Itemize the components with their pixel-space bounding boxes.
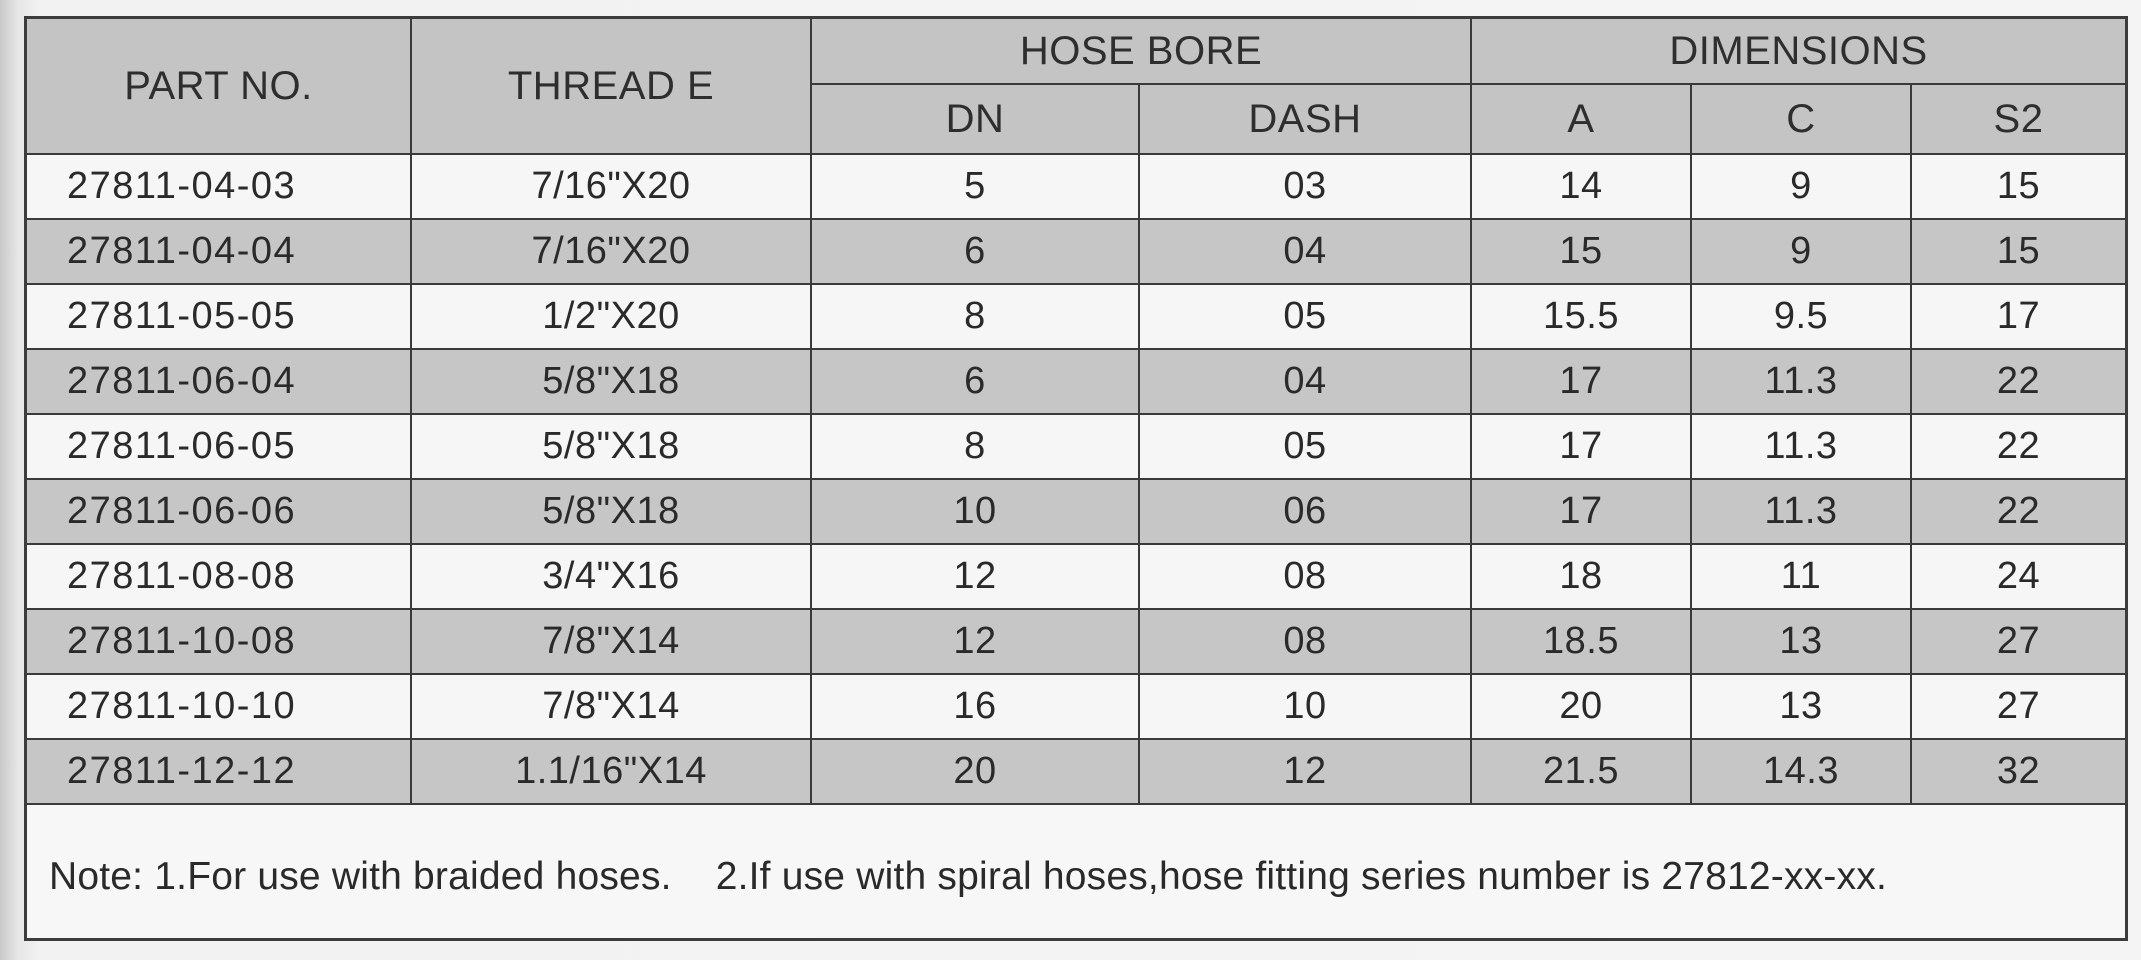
cell-part-no: 27811-04-03 [27, 154, 411, 219]
cell-a: 18.5 [1471, 609, 1691, 674]
cell-dash: 05 [1139, 414, 1471, 479]
cell-a: 20 [1471, 674, 1691, 739]
cell-dash: 04 [1139, 219, 1471, 284]
cell-dash: 03 [1139, 154, 1471, 219]
cell-c: 11.3 [1691, 414, 1911, 479]
cell-thread: 1/2"X20 [411, 284, 811, 349]
cell-s2: 15 [1911, 154, 2125, 219]
cell-c: 9 [1691, 154, 1911, 219]
cell-dn: 12 [811, 609, 1139, 674]
note-prefix: Note: [49, 855, 155, 898]
cell-thread: 5/8"X18 [411, 479, 811, 544]
table-row [27, 284, 2125, 349]
cell-thread: 1.1/16"X14 [411, 739, 811, 804]
cell-part-no: 27811-06-06 [27, 479, 411, 544]
cell-thread: 7/16"X20 [411, 219, 811, 284]
cell-dn: 12 [811, 544, 1139, 609]
cell-s2: 24 [1911, 544, 2125, 609]
table-row [27, 154, 2125, 219]
cell-c: 9.5 [1691, 284, 1911, 349]
cell-s2: 22 [1911, 349, 2125, 414]
cell-c: 9 [1691, 219, 1911, 284]
cell-dn: 5 [811, 154, 1139, 219]
cell-part-no: 27811-05-05 [27, 284, 411, 349]
cell-c: 14.3 [1691, 739, 1911, 804]
table-row [27, 544, 2125, 609]
cell-thread: 5/8"X18 [411, 349, 811, 414]
cell-part-no: 27811-10-10 [27, 674, 411, 739]
cell-a: 17 [1471, 349, 1691, 414]
cell-c: 11.3 [1691, 349, 1911, 414]
table-row [27, 414, 2125, 479]
header-dimensions: DIMENSIONS [1471, 19, 2125, 84]
header-part-no: PART NO. [27, 19, 411, 154]
cell-s2: 22 [1911, 479, 2125, 544]
header-dash: DASH [1139, 84, 1471, 154]
cell-a: 17 [1471, 479, 1691, 544]
table-row [27, 739, 2125, 804]
header-row-1 [27, 19, 2125, 84]
note-item-2: 2.If use with spiral hoses,hose fitting series number is 27812-xx-xx. [715, 855, 1888, 898]
cell-part-no: 27811-04-04 [27, 219, 411, 284]
cell-part-no: 27811-12-12 [27, 739, 411, 804]
table-row [27, 609, 2125, 674]
cell-s2: 22 [1911, 414, 2125, 479]
cell-a: 14 [1471, 154, 1691, 219]
cell-dn: 8 [811, 284, 1139, 349]
cell-dash: 04 [1139, 349, 1471, 414]
cell-dn: 10 [811, 479, 1139, 544]
cell-s2: 17 [1911, 284, 2125, 349]
cell-a: 18 [1471, 544, 1691, 609]
header-c: C [1691, 84, 1911, 154]
cell-dn: 8 [811, 414, 1139, 479]
cell-c: 11 [1691, 544, 1911, 609]
cell-s2: 27 [1911, 609, 2125, 674]
cell-c: 11.3 [1691, 479, 1911, 544]
header-thread: THREAD E [411, 19, 811, 154]
spec-sheet [24, 16, 2128, 941]
fitting-spec-table [27, 19, 2125, 805]
cell-dash: 08 [1139, 544, 1471, 609]
cell-thread: 5/8"X18 [411, 414, 811, 479]
cell-part-no: 27811-06-05 [27, 414, 411, 479]
cell-thread: 7/16"X20 [411, 154, 811, 219]
cell-part-no: 27811-08-08 [27, 544, 411, 609]
cell-dn: 20 [811, 739, 1139, 804]
cell-a: 21.5 [1471, 739, 1691, 804]
cell-thread: 3/4"X16 [411, 544, 811, 609]
cell-c: 13 [1691, 674, 1911, 739]
cell-a: 15 [1471, 219, 1691, 284]
header-dn: DN [811, 84, 1139, 154]
cell-dn: 6 [811, 219, 1139, 284]
cell-dash: 05 [1139, 284, 1471, 349]
cell-dn: 16 [811, 674, 1139, 739]
cell-a: 17 [1471, 414, 1691, 479]
cell-dash: 06 [1139, 479, 1471, 544]
note-item-1: 1.For use with braided hoses. [154, 855, 672, 898]
table-row [27, 219, 2125, 284]
cell-a: 15.5 [1471, 284, 1691, 349]
cell-c: 13 [1691, 609, 1911, 674]
cell-dash: 12 [1139, 739, 1471, 804]
cell-dash: 10 [1139, 674, 1471, 739]
cell-s2: 27 [1911, 674, 2125, 739]
table-row [27, 349, 2125, 414]
footnote [49, 855, 1887, 899]
cell-part-no: 27811-06-04 [27, 349, 411, 414]
header-s2: S2 [1911, 84, 2125, 154]
cell-part-no: 27811-10-08 [27, 609, 411, 674]
cell-s2: 15 [1911, 219, 2125, 284]
table-row [27, 479, 2125, 544]
cell-dn: 6 [811, 349, 1139, 414]
cell-thread: 7/8"X14 [411, 609, 811, 674]
header-a: A [1471, 84, 1691, 154]
cell-dash: 08 [1139, 609, 1471, 674]
cell-thread: 7/8"X14 [411, 674, 811, 739]
header-hose-bore: HOSE BORE [811, 19, 1471, 84]
table-row [27, 674, 2125, 739]
cell-s2: 32 [1911, 739, 2125, 804]
